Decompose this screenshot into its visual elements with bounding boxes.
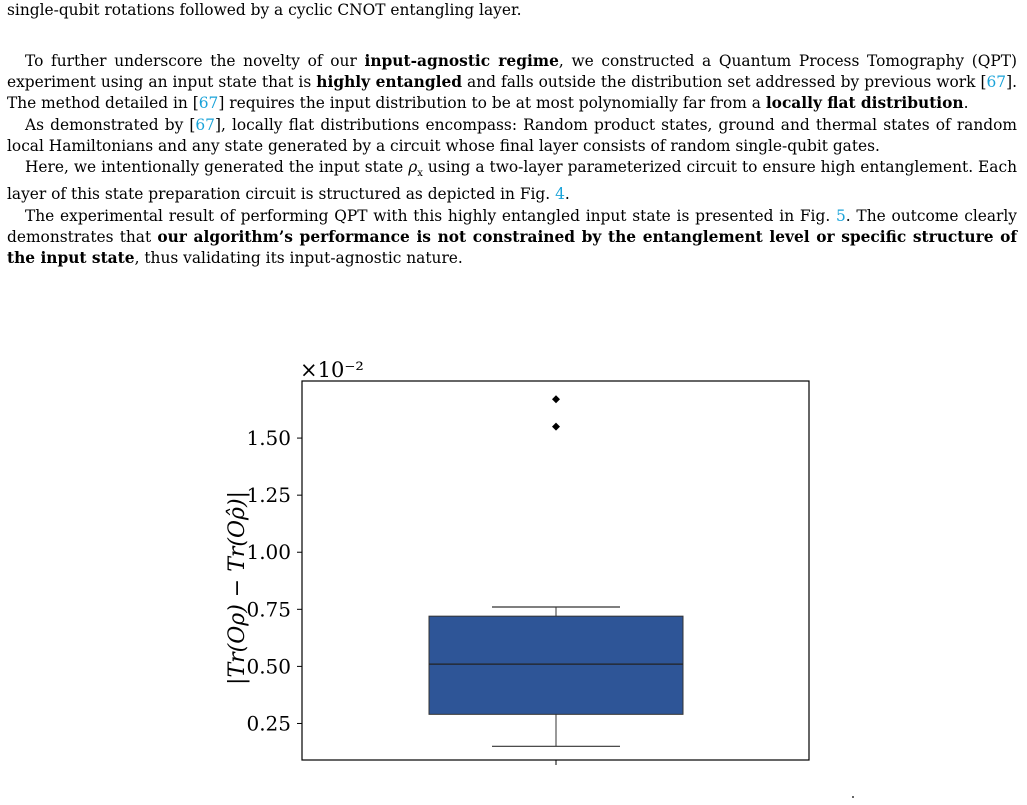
figure-link[interactable]: 4 (555, 185, 565, 204)
axis-scale-label: ×10⁻² (300, 358, 364, 382)
figure-link[interactable]: 5 (835, 206, 846, 225)
citation-link[interactable]: 67 (986, 73, 1007, 92)
box-plot-series (429, 395, 683, 746)
outlier-point (552, 423, 560, 431)
paragraph-2: As demonstrated by [67], locally flat distributions encompass: Random product states, ground and thermal states of random local Hamiltonians and any state generated by a circuit whose final layer consists of random single-qubit gates. (7, 115, 1017, 155)
paragraph-1: To further underscore the novelty of our input-agnostic regime, we constructed a Quantum Process Tomography (QPT) experiment using an input state that is highly entangled and falls outside the distribution set addressed by previous work [67]. The method detailed in [67] requires the input distribution to be at most polynomially far from a locally flat distribution. (7, 52, 1017, 113)
y-tick-label: 0.25 (246, 711, 291, 736)
interquartile-box (429, 616, 683, 714)
y-tick-label: 0.75 (246, 597, 291, 622)
y-axis-ticks (246, 426, 302, 735)
citation-link[interactable]: 67 (198, 94, 219, 113)
paragraph-tail: single-qubit rotations followed by a cyclic CNOT entangling layer. (7, 1, 522, 19)
outlier-point (552, 395, 560, 403)
citation-link[interactable]: 67 (195, 115, 215, 134)
paragraph-4: The experimental result of performing QPT with this highly entangled input state is presented in Fig. 5. The outcome clearly demonstrates that our algorithm’s performance is not constrained by the entanglement level or specific structure of the input state, thus validating its input-agnostic nature. (7, 206, 1017, 267)
y-tick-label: 1.50 (246, 426, 291, 451)
page-mark (852, 796, 854, 798)
y-tick-label: 1.25 (246, 483, 291, 508)
y-tick-label: 0.50 (246, 654, 291, 679)
paragraph-3: Here, we intentionally generated the input state $\rho_x$ using a two-layer parameterized circuit to ensure high entanglement. Each layer of this state preparation circuit is structured as depicted in Fig. 4. (7, 158, 1017, 204)
y-axis-label: |Tr(Oρ) − Tr(Oρ̂)| (225, 491, 250, 685)
y-tick-label: 1.00 (246, 540, 291, 565)
